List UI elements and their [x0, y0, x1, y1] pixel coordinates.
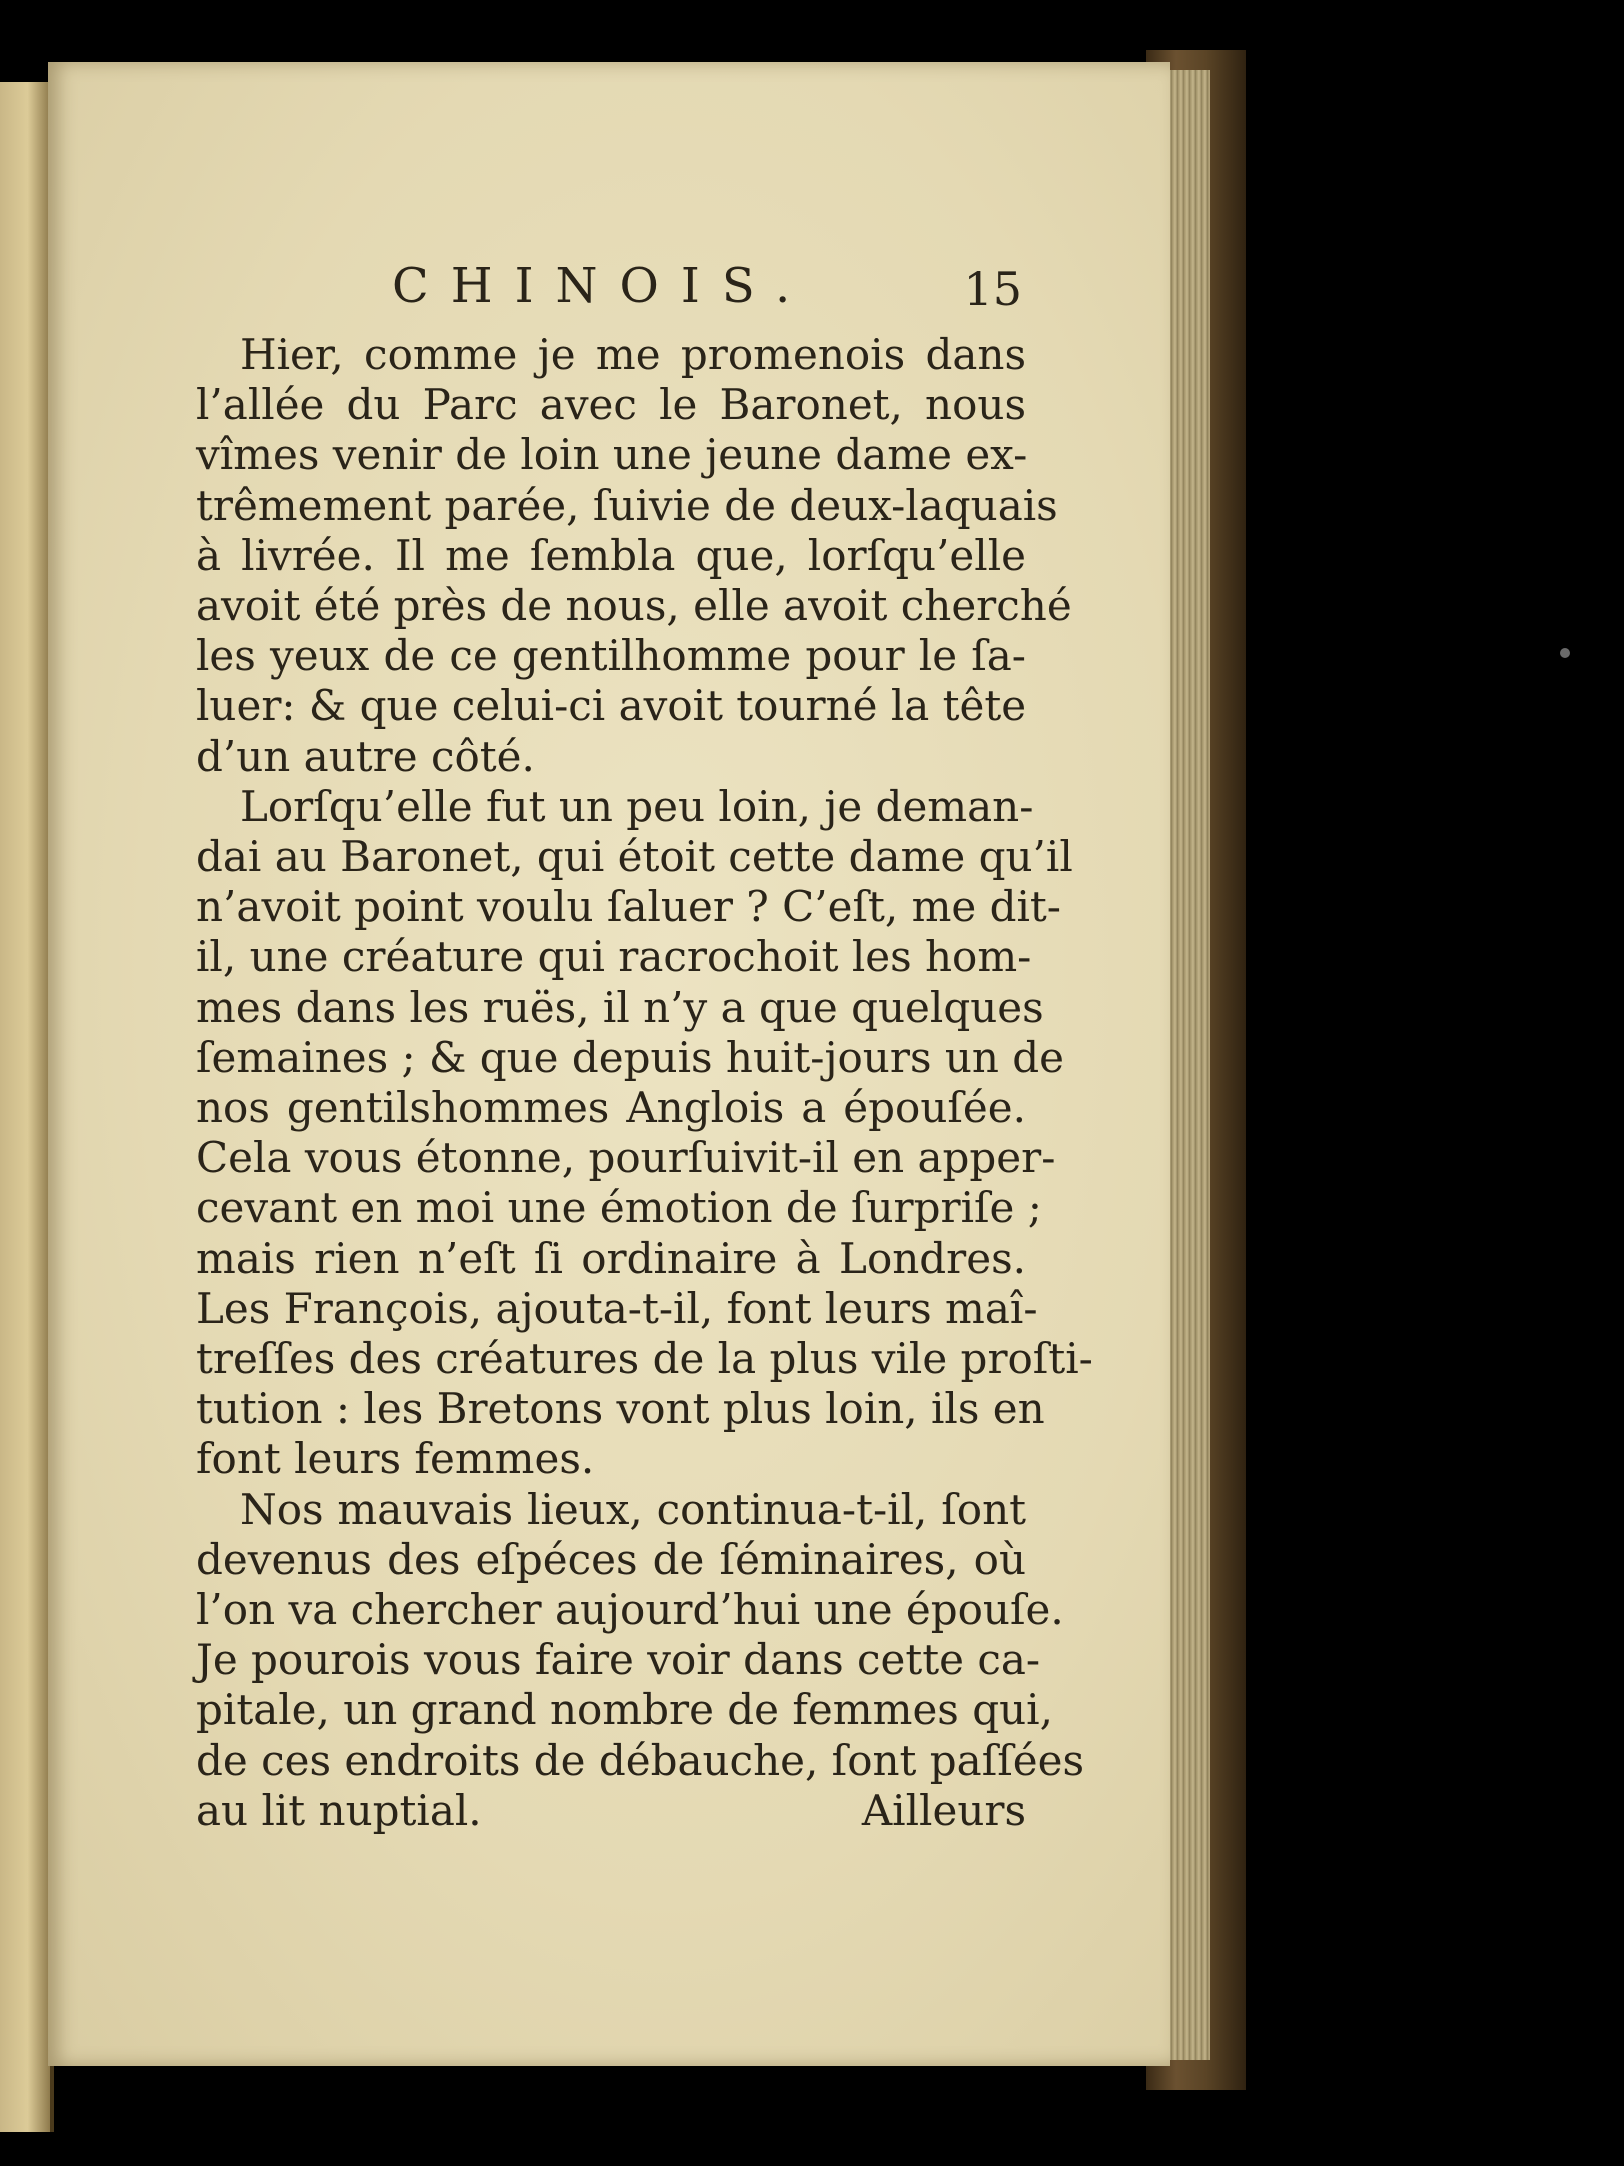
text-line: il, une créature qui racrochoit les hom- [196, 932, 1032, 982]
text-line: Cela vous étonne, pourſuivit-il en apper- [196, 1133, 1056, 1183]
page-edges [1166, 70, 1210, 2060]
text-line: tution : les Bretons vont plus loin, ils en [196, 1384, 1045, 1434]
text-line: ſemaines ; & que depuis huit-jours un de [196, 1032, 1065, 1082]
paragraph-1 [196, 330, 1072, 782]
text-line: les yeux de ce gentilhomme pour le ſa- [196, 631, 1026, 681]
text-line: Nos mauvais lieux, continua-t-il, ſont [240, 1484, 1026, 1534]
text-line: d’un autre côté. [196, 731, 535, 781]
text-line: de ces endroits de débauche, ſont paſſées [196, 1735, 1085, 1785]
catchword: Ailleurs [861, 1785, 1026, 1835]
text-line: pitale, un grand nombre de femmes qui, [196, 1685, 1053, 1735]
text-line: luer: & que celui-ci avoit tourné la tête [196, 681, 1027, 731]
text-line: nos gentilshommes Anglois a épouſée. [196, 1083, 1026, 1133]
text-line: Hier, comme je me promenois dans [240, 330, 1026, 379]
text-line: dai au Baronet, qui étoit cette dame qu’il [196, 832, 1073, 882]
text-line: Lorſqu’elle fut un peu loin, je deman- [240, 781, 1034, 831]
text-line: mais rien n’eſt ſi ordinaire à Londres. [196, 1233, 1026, 1283]
text-line: avoit été près de nous, elle avoit cherché [196, 581, 1072, 631]
paragraph-2 [196, 781, 1093, 1485]
text-line: Je pourois vous faire voir dans cette ca- [196, 1635, 1041, 1685]
text-line: Les François, ajouta-t-il, font leurs maî- [196, 1283, 1038, 1333]
dust-speck [1560, 648, 1570, 658]
text-line: vîmes venir de loin une jeune dame ex- [196, 430, 1028, 480]
body-text [196, 330, 1093, 1836]
facing-page-edge [0, 82, 54, 2132]
running-title: CHINOIS. [392, 258, 813, 314]
text-line: treſſes des créatures de la plus vile proſti- [196, 1334, 1093, 1384]
paragraph-3 [196, 1484, 1085, 1836]
text-line: devenus des eſpéces de ſéminaires, où [196, 1534, 1026, 1584]
text-line: l’allée du Parc avec le Baronet, nous [196, 380, 1026, 430]
text-line: mes dans les ruës, il n’y a que quelques [196, 982, 1044, 1032]
last-line-text: au lit nuptial. [196, 1785, 482, 1835]
text-line: font leurs femmes. [196, 1434, 595, 1484]
page-header [196, 258, 1026, 330]
final-line [196, 1786, 1026, 1836]
text-line: n’avoit point voulu ſaluer ? C’eſt, me dit- [196, 882, 1061, 932]
text-line: cevant en moi une émotion de ſurpriſe ; [196, 1183, 1042, 1233]
page-number: 15 [963, 262, 1022, 316]
text-line: l’on va chercher aujourd’hui une épouſe. [196, 1585, 1064, 1635]
text-line: trêmement parée, ſuivie de deux-laquais [196, 480, 1058, 530]
text-line: à livrée. Il me ſembla que, lorſqu’elle [196, 530, 1026, 580]
